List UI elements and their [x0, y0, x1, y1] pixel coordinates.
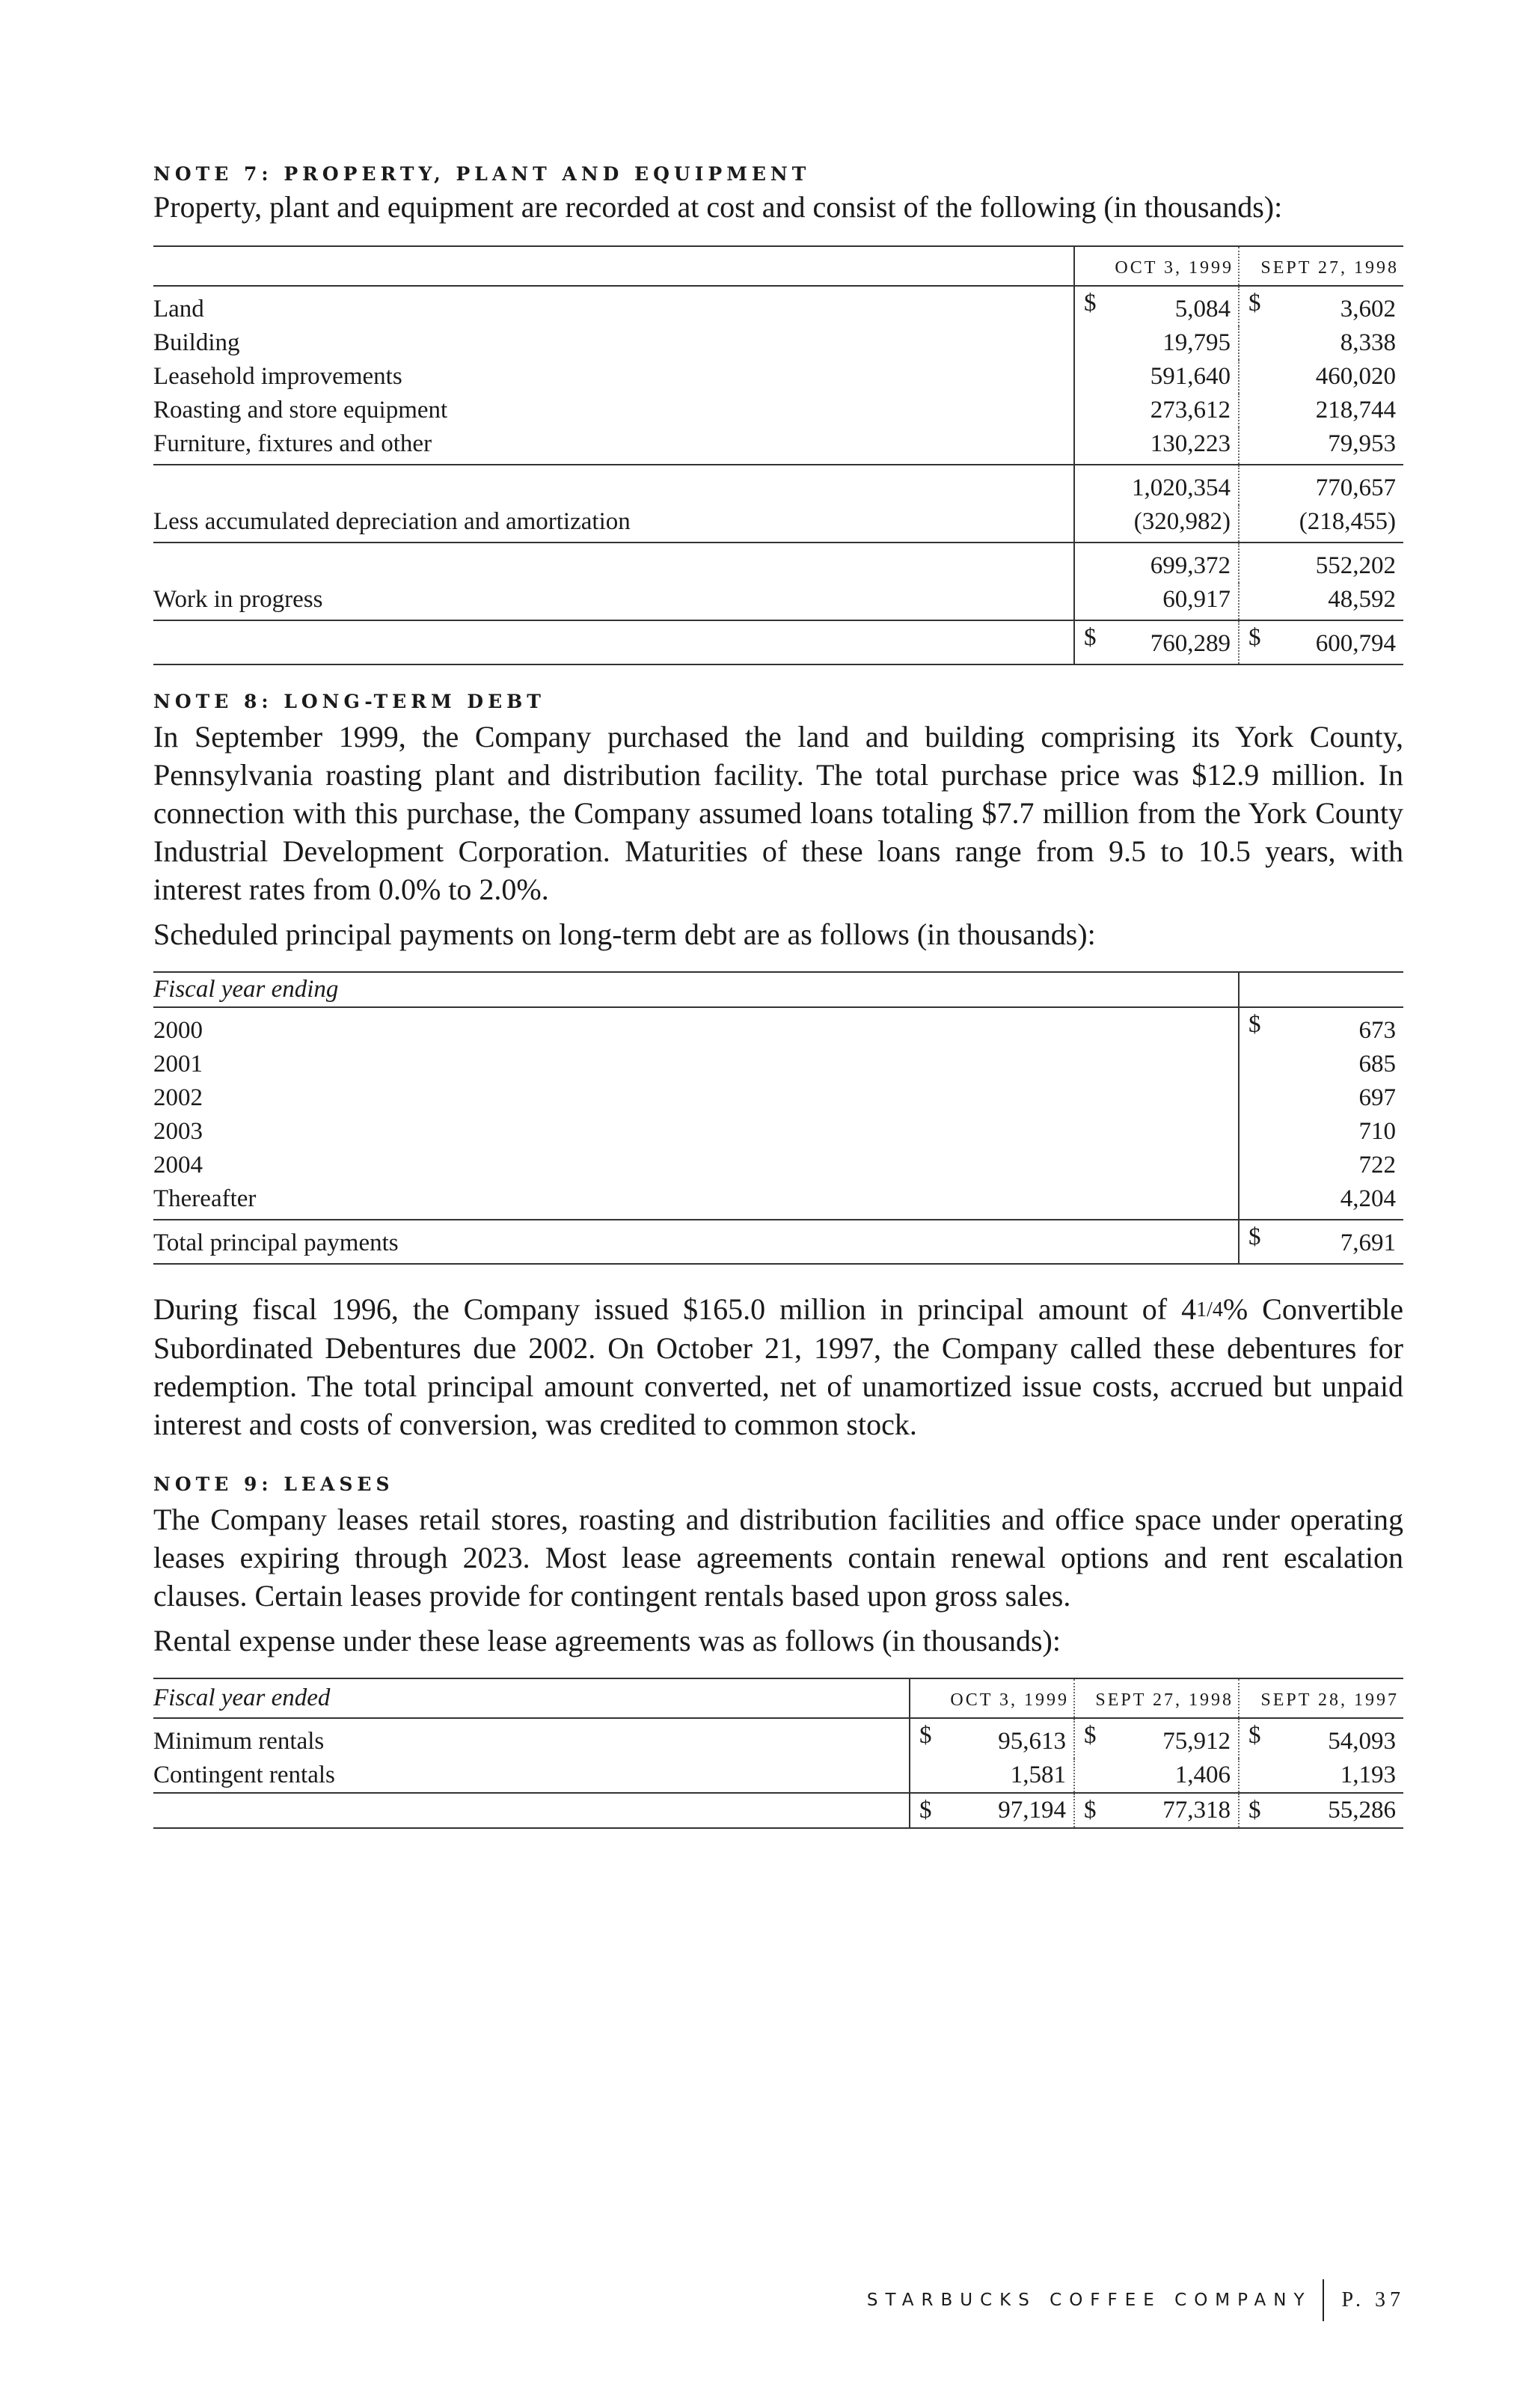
currency-symbol: $: [919, 1797, 932, 1824]
table-row: [153, 1007, 1403, 1048]
payment-value: 673: [1358, 1017, 1396, 1044]
table-row: [153, 326, 1403, 360]
note8-paragraph-3: During fiscal 1996, the Company issued $165.0 million in principal amount of 41/4% Convertible Subordinated Debentures due 2002. On October 21, 1997, the Company called these debentures for redemption. The total principal amount converted, net of unamortized issue costs, accrued but unpaid interest and costs of conversion, was credited to common stock.: [153, 1292, 1403, 1441]
note7-intro: Property, plant and equipment are recorded at cost and consist of the following (in thousands):: [153, 190, 1283, 224]
value-1999: (320,982): [1074, 505, 1239, 543]
value-1998: 79,953: [1239, 427, 1403, 465]
total-row: [153, 1793, 1403, 1828]
total-1998: 600,794: [1315, 630, 1396, 657]
total-1999: 97,194: [998, 1797, 1066, 1824]
note8-paragraph-1: In September 1999, the Company purchased the land and building comprising its York County, Pennsylvania roasting plant and distribution facility. The total purchase price was $12.9 million. In connection with this purchase, the Company assumed loans totaling $7.7 million from the York County Industrial Development Corporation. Maturities of these loans range from 9.5 to 10.5 years, with interest rates from 0.0% to 2.0%.: [153, 720, 1403, 906]
row-label: Land: [153, 296, 204, 323]
rental-col-1999: OCT 3, 1999: [910, 1678, 1074, 1718]
note9-paragraph-1: The Company leases retail stores, roasting and distribution facilities and office space under operating leases expiring through 2023. Most lease agreements contain renewal options and rent escalation clauses. Certain leases provide for contingent rentals based upon gross sales.: [153, 1503, 1403, 1613]
ppe-col-1999: OCT 3, 1999: [1074, 246, 1239, 286]
currency-symbol: $: [1248, 624, 1261, 651]
footer-divider: [1323, 2279, 1324, 2321]
table-row: [153, 1048, 1403, 1081]
debt-header-row: [153, 972, 1403, 1007]
ppe-header-row: [153, 246, 1403, 286]
currency-symbol: $: [1084, 290, 1097, 317]
table-row: [153, 360, 1403, 394]
row-label: Roasting and store equipment: [153, 397, 448, 424]
value-1999: 273,612: [1074, 394, 1239, 427]
debt-table: [153, 971, 1403, 1265]
currency-symbol: $: [1084, 1722, 1097, 1749]
value-1998: 1,406: [1074, 1758, 1239, 1793]
value-1997: 54,093: [1328, 1728, 1396, 1755]
total-1997: 55,286: [1328, 1797, 1396, 1824]
value-1999: 95,613: [998, 1728, 1066, 1755]
page-content: [153, 163, 1403, 1829]
value-1999: 591,640: [1074, 360, 1239, 394]
table-row: [153, 1149, 1403, 1182]
subtotal-1999: 699,372: [1074, 543, 1239, 583]
payment-value: 685: [1239, 1048, 1403, 1081]
rental-header: Fiscal year ended: [153, 1678, 910, 1718]
currency-symbol: $: [1248, 1223, 1261, 1250]
value-1998: 3,602: [1340, 296, 1396, 323]
ppe-col-1998: SEPT 27, 1998: [1239, 246, 1403, 286]
note8-paragraph-2: Scheduled principal payments on long-term debt are as follows (in thousands):: [153, 917, 1096, 951]
table-row: [153, 1081, 1403, 1115]
currency-symbol: $: [919, 1722, 932, 1749]
subtotal-row: [153, 465, 1403, 505]
footer-company: STARBUCKS COFFEE COMPANY: [866, 2291, 1312, 2310]
fraction: 1/4: [1196, 1298, 1223, 1321]
row-label: Leasehold improvements: [153, 363, 402, 390]
rental-table: [153, 1678, 1403, 1829]
note7-heading: NOTE 7: PROPERTY, PLANT AND EQUIPMENT: [153, 163, 811, 185]
row-label: 2002: [153, 1084, 203, 1111]
table-row: [153, 1182, 1403, 1220]
total-payment-value: 7,691: [1340, 1229, 1396, 1256]
row-label: Minimum rentals: [153, 1728, 325, 1755]
subtotal-row: [153, 543, 1403, 583]
table-row: [153, 286, 1403, 326]
row-label: Building: [153, 329, 240, 356]
value-1998: 8,338: [1239, 326, 1403, 360]
page-number: P. 37: [1341, 2288, 1405, 2311]
value-1999: 19,795: [1074, 326, 1239, 360]
value-1998: 460,020: [1239, 360, 1403, 394]
rental-col-1997: SEPT 28, 1997: [1239, 1678, 1403, 1718]
currency-symbol: $: [1248, 1797, 1261, 1824]
work-in-progress-row: [153, 583, 1403, 620]
value-1998: 48,592: [1239, 583, 1403, 620]
value-1998: (218,455): [1239, 505, 1403, 543]
row-label: Thereafter: [153, 1182, 1239, 1220]
total-1998: 77,318: [1162, 1797, 1231, 1824]
row-label: Contingent rentals: [153, 1758, 910, 1793]
value-1999: 5,084: [1174, 296, 1231, 323]
row-label: 2001: [153, 1051, 203, 1078]
value-1999: 130,223: [1074, 427, 1239, 465]
row-label: 2003: [153, 1118, 203, 1145]
rental-col-1998: SEPT 27, 1998: [1074, 1678, 1239, 1718]
table-row: [153, 394, 1403, 427]
value-1998: 218,744: [1239, 394, 1403, 427]
value-1999: 1,581: [910, 1758, 1074, 1793]
note8-heading: NOTE 8: LONG-TERM DEBT: [153, 691, 545, 712]
subtotal-1999: 1,020,354: [1074, 465, 1239, 505]
row-label: Total principal payments: [153, 1220, 1239, 1264]
subtotal-1998: 770,657: [1239, 465, 1403, 505]
payment-value: 4,204: [1239, 1182, 1403, 1220]
total-1999: 760,289: [1150, 630, 1231, 657]
value-1999: 60,917: [1074, 583, 1239, 620]
page-footer: [867, 2279, 1405, 2321]
table-row: [153, 1718, 1403, 1758]
total-row: [153, 1220, 1403, 1264]
currency-symbol: $: [1248, 290, 1261, 317]
row-label: 2000: [153, 1017, 203, 1044]
table-row: [153, 1758, 1403, 1793]
currency-symbol: $: [1248, 1722, 1261, 1749]
rental-header-row: [153, 1678, 1403, 1718]
currency-symbol: $: [1084, 624, 1097, 651]
table-row: [153, 1115, 1403, 1149]
currency-symbol: $: [1084, 1797, 1097, 1824]
row-label: 2004: [153, 1152, 203, 1179]
table-row: [153, 427, 1403, 465]
ppe-table: [153, 245, 1403, 665]
payment-value: 710: [1239, 1115, 1403, 1149]
value-1998: 75,912: [1162, 1728, 1231, 1755]
note9-heading: NOTE 9: LEASES: [153, 1473, 394, 1495]
value-1997: 1,193: [1239, 1758, 1403, 1793]
debt-header: Fiscal year ending: [153, 972, 1239, 1007]
currency-symbol: $: [1248, 1011, 1261, 1038]
note9-paragraph-2: Rental expense under these lease agreements was as follows (in thousands):: [153, 1624, 1061, 1657]
row-label: Work in progress: [153, 583, 1074, 620]
subtotal-1998: 552,202: [1239, 543, 1403, 583]
total-row: [153, 620, 1403, 664]
row-label: Furniture, fixtures and other: [153, 427, 1074, 465]
depreciation-row: [153, 505, 1403, 543]
payment-value: 697: [1239, 1081, 1403, 1115]
payment-value: 722: [1239, 1149, 1403, 1182]
row-label: Less accumulated depreciation and amortization: [153, 505, 1074, 543]
